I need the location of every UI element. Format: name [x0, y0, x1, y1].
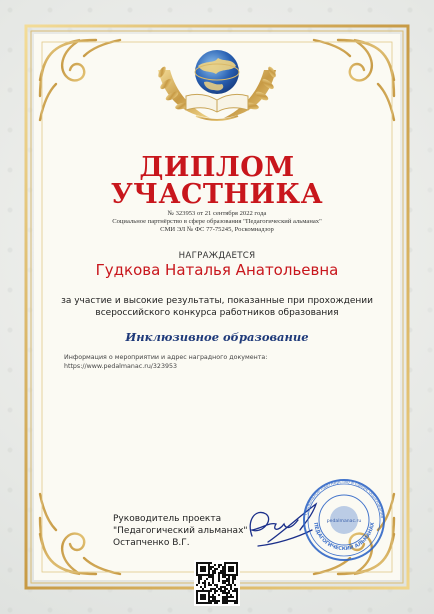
- qr-module: [206, 574, 208, 576]
- qr-module: [228, 580, 230, 582]
- qr-module: [202, 588, 204, 590]
- qr-module: [198, 576, 200, 578]
- qr-module: [200, 586, 202, 588]
- qr-module: [198, 602, 200, 604]
- qr-module: [220, 572, 222, 574]
- qr-module: [208, 600, 210, 602]
- qr-module: [214, 596, 216, 598]
- qr-module: [218, 566, 220, 568]
- qr-module: [226, 602, 228, 604]
- qr-module: [224, 580, 226, 582]
- qr-module: [212, 578, 214, 580]
- qr-module: [222, 582, 224, 584]
- signature-name: Остапченко В.Г.: [113, 538, 190, 548]
- qr-module: [218, 578, 220, 580]
- qr-module: [202, 562, 204, 564]
- qr-module: [202, 590, 204, 592]
- qr-module: [214, 588, 216, 590]
- qr-module: [222, 572, 224, 574]
- qr-module: [234, 590, 236, 592]
- qr-module: [200, 576, 202, 578]
- qr-module: [202, 596, 204, 598]
- qr-module: [234, 574, 236, 576]
- qr-module: [208, 562, 210, 564]
- qr-module: [222, 600, 224, 602]
- qr-module: [210, 568, 212, 570]
- qr-module: [204, 602, 206, 604]
- qr-module: [200, 578, 202, 580]
- qr-module: [222, 566, 224, 568]
- seal-outer-text: Социальное партнёрство в сфере образования: [304, 479, 384, 519]
- qr-module: [198, 578, 200, 580]
- qr-module: [226, 562, 228, 564]
- qr-module: [204, 586, 206, 588]
- qr-module: [204, 562, 206, 564]
- qr-module: [222, 596, 224, 598]
- qr-module: [202, 598, 204, 600]
- qr-module: [226, 578, 228, 580]
- qr-module: [196, 596, 198, 598]
- qr-module: [236, 572, 238, 574]
- qr-module: [214, 600, 216, 602]
- qr-module: [232, 574, 234, 576]
- qr-module: [212, 588, 214, 590]
- qr-module: [200, 568, 202, 570]
- qr-module: [214, 590, 216, 592]
- qr-module: [196, 600, 198, 602]
- qr-module: [212, 574, 214, 576]
- qr-module: [210, 562, 212, 564]
- qr-module: [236, 600, 238, 602]
- qr-module: [224, 592, 226, 594]
- qr-code: [194, 560, 240, 606]
- qr-module: [234, 576, 236, 578]
- info-label: Информация о мероприятии и адрес наградного документа:: [64, 354, 268, 361]
- qr-module: [204, 570, 206, 572]
- qr-module: [204, 594, 206, 596]
- qr-module: [214, 584, 216, 586]
- qr-module: [204, 566, 206, 568]
- qr-module: [228, 576, 230, 578]
- qr-module: [228, 574, 230, 576]
- qr-module: [196, 570, 198, 572]
- qr-module: [216, 600, 218, 602]
- qr-module: [202, 570, 204, 572]
- qr-module: [212, 580, 214, 582]
- qr-module: [210, 600, 212, 602]
- qr-module: [216, 590, 218, 592]
- qr-module: [196, 590, 198, 592]
- qr-module: [208, 582, 210, 584]
- qr-module: [196, 574, 198, 576]
- qr-module: [222, 574, 224, 576]
- qr-module: [198, 590, 200, 592]
- qr-module: [224, 600, 226, 602]
- diploma-title-line1: ДИПЛОМ: [139, 152, 295, 183]
- qr-module: [204, 574, 206, 576]
- qr-module: [222, 570, 224, 572]
- document-number: № 323953 от 21 сентября 2022 года: [167, 210, 267, 217]
- qr-module: [200, 570, 202, 572]
- qr-module: [236, 590, 238, 592]
- qr-module: [218, 588, 220, 590]
- qr-module: [232, 596, 234, 598]
- qr-module: [232, 590, 234, 592]
- qr-module: [224, 566, 226, 568]
- qr-module: [222, 590, 224, 592]
- qr-module: [216, 586, 218, 588]
- qr-module: [236, 568, 238, 570]
- qr-module: [208, 576, 210, 578]
- qr-module: [226, 594, 228, 596]
- qr-module: [204, 598, 206, 600]
- qr-module: [230, 596, 232, 598]
- qr-module: [228, 578, 230, 580]
- qr-module: [232, 562, 234, 564]
- qr-module: [224, 564, 226, 566]
- qr-module: [236, 562, 238, 564]
- competition-name: Инклюзивное образование: [125, 330, 309, 344]
- qr-module: [224, 572, 226, 574]
- qr-module: [222, 568, 224, 570]
- qr-module: [224, 586, 226, 588]
- qr-module: [222, 592, 224, 594]
- qr-module: [200, 594, 202, 596]
- qr-module: [218, 572, 220, 574]
- qr-module: [224, 562, 226, 564]
- signature-role: Руководитель проекта: [113, 514, 222, 524]
- qr-module: [208, 566, 210, 568]
- qr-module: [224, 598, 226, 600]
- qr-module: [222, 576, 224, 578]
- qr-module: [224, 588, 226, 590]
- qr-module: [206, 578, 208, 580]
- qr-module: [228, 566, 230, 568]
- qr-module: [230, 600, 232, 602]
- qr-module: [212, 594, 214, 596]
- qr-module: [226, 580, 228, 582]
- qr-module: [222, 602, 224, 604]
- qr-module: [202, 594, 204, 596]
- qr-module: [216, 602, 218, 604]
- qr-module: [226, 574, 228, 576]
- qr-module: [232, 576, 234, 578]
- qr-module: [212, 576, 214, 578]
- qr-module: [234, 600, 236, 602]
- qr-module: [232, 582, 234, 584]
- qr-module: [236, 566, 238, 568]
- qr-module: [232, 578, 234, 580]
- signature-project: "Педагогический альманах": [113, 526, 248, 536]
- qr-module: [202, 582, 204, 584]
- qr-module: [224, 574, 226, 576]
- qr-module: [198, 562, 200, 564]
- qr-module: [224, 570, 226, 572]
- qr-module: [204, 580, 206, 582]
- qr-module: [214, 570, 216, 572]
- qr-module: [236, 588, 238, 590]
- qr-module: [196, 572, 198, 574]
- qr-module: [206, 602, 208, 604]
- qr-module: [236, 598, 238, 600]
- qr-module: [228, 592, 230, 594]
- qr-module: [202, 568, 204, 570]
- qr-module: [236, 564, 238, 566]
- qr-module: [230, 588, 232, 590]
- qr-module: [224, 596, 226, 598]
- qr-module: [232, 566, 234, 568]
- qr-module: [230, 566, 232, 568]
- qr-module: [218, 564, 220, 566]
- qr-module: [236, 602, 238, 604]
- qr-module: [218, 576, 220, 578]
- qr-module: [226, 596, 228, 598]
- qr-module: [236, 596, 238, 598]
- qr-module: [208, 584, 210, 586]
- qr-module: [234, 584, 236, 586]
- qr-module: [196, 602, 198, 604]
- recipient-name: Гудкова Наталья Анатольевна: [95, 261, 339, 279]
- qr-module: [210, 584, 212, 586]
- seal-stamp: [303, 480, 384, 560]
- awarded-label: НАГРАЖДАЕТСЯ: [178, 251, 256, 261]
- qr-module: [198, 580, 200, 582]
- qr-module: [232, 580, 234, 582]
- qr-module: [208, 570, 210, 572]
- qr-module: [228, 568, 230, 570]
- qr-module: [226, 588, 228, 590]
- info-url[interactable]: https://www.pedalmanac.ru/323953: [64, 363, 177, 370]
- qr-module: [226, 600, 228, 602]
- partnership-line: Социальное партнёрство в сфере образования "Педагогический альманах": [112, 218, 322, 225]
- qr-module: [218, 594, 220, 596]
- qr-module: [212, 582, 214, 584]
- qr-module: [208, 568, 210, 570]
- qr-module: [208, 596, 210, 598]
- qr-module: [230, 586, 232, 588]
- qr-module: [200, 562, 202, 564]
- qr-module: [228, 582, 230, 584]
- diploma-title-line2: УЧАСТНИКА: [110, 179, 324, 210]
- qr-module: [202, 574, 204, 576]
- qr-module: [234, 578, 236, 580]
- qr-module: [224, 602, 226, 604]
- qr-module: [220, 570, 222, 572]
- qr-module: [208, 564, 210, 566]
- qr-module: [202, 566, 204, 568]
- qr-module: [220, 590, 222, 592]
- qr-module: [208, 594, 210, 596]
- qr-module: [200, 574, 202, 576]
- media-registration: СМИ ЭЛ № ФС 77-75245, Роскомнадзор: [160, 226, 274, 233]
- qr-module: [204, 590, 206, 592]
- qr-module: [210, 574, 212, 576]
- qr-module: [214, 572, 216, 574]
- qr-module: [232, 568, 234, 570]
- qr-module: [228, 584, 230, 586]
- qr-module: [230, 594, 232, 596]
- qr-module: [226, 584, 228, 586]
- qr-module: [206, 562, 208, 564]
- qr-module: [228, 590, 230, 592]
- qr-module: [230, 570, 232, 572]
- qr-module: [222, 580, 224, 582]
- qr-module: [204, 582, 206, 584]
- qr-module: [210, 602, 212, 604]
- qr-module: [220, 564, 222, 566]
- qr-module: [210, 566, 212, 568]
- qr-module: [202, 602, 204, 604]
- qr-module: [212, 598, 214, 600]
- qr-module: [234, 562, 236, 564]
- qr-module: [196, 584, 198, 586]
- qr-module: [210, 596, 212, 598]
- qr-module: [196, 598, 198, 600]
- qr-module: [208, 572, 210, 574]
- qr-module: [214, 592, 216, 594]
- qr-module: [218, 600, 220, 602]
- qr-module: [200, 598, 202, 600]
- qr-module: [200, 602, 202, 604]
- qr-module: [228, 600, 230, 602]
- qr-module: [236, 592, 238, 594]
- qr-module: [226, 598, 228, 600]
- qr-module: [210, 588, 212, 590]
- seal-inner-text: ПЕДАГОГИЧЕСКИЙ АЛЬМАНАХ: [312, 521, 376, 553]
- qr-module: [200, 596, 202, 598]
- qr-module: [200, 566, 202, 568]
- qr-module: [226, 592, 228, 594]
- qr-module: [230, 568, 232, 570]
- qr-module: [228, 570, 230, 572]
- qr-module: [220, 586, 222, 588]
- qr-module: [208, 590, 210, 592]
- qr-module: [216, 584, 218, 586]
- qr-module: [224, 568, 226, 570]
- qr-module: [232, 600, 234, 602]
- reason-line2: всероссийского конкурса работников образования: [95, 308, 339, 318]
- qr-module: [196, 592, 198, 594]
- qr-module: [212, 566, 214, 568]
- qr-module: [212, 572, 214, 574]
- qr-module: [214, 568, 216, 570]
- qr-module: [222, 598, 224, 600]
- qr-module: [208, 592, 210, 594]
- qr-module: [234, 588, 236, 590]
- qr-module: [224, 582, 226, 584]
- qr-module: [236, 570, 238, 572]
- qr-module: [218, 574, 220, 576]
- qr-module: [236, 594, 238, 596]
- qr-module: [208, 574, 210, 576]
- qr-module: [204, 568, 206, 570]
- qr-module: [206, 590, 208, 592]
- qr-module: [210, 590, 212, 592]
- qr-module: [196, 562, 198, 564]
- qr-module: [224, 590, 226, 592]
- qr-module: [198, 582, 200, 584]
- qr-module: [234, 602, 236, 604]
- qr-module: [208, 602, 210, 604]
- qr-module: [208, 598, 210, 600]
- qr-module: [216, 568, 218, 570]
- qr-module: [218, 580, 220, 582]
- qr-module: [212, 596, 214, 598]
- qr-module: [214, 598, 216, 600]
- qr-module: [224, 576, 226, 578]
- qr-module: [204, 596, 206, 598]
- qr-module: [220, 588, 222, 590]
- qr-module: [230, 574, 232, 576]
- qr-module: [232, 570, 234, 572]
- qr-module: [196, 594, 198, 596]
- qr-module: [212, 570, 214, 572]
- qr-module: [228, 562, 230, 564]
- seal-center-text: pedalmanac.ru: [326, 519, 362, 524]
- qr-module: [200, 590, 202, 592]
- qr-module: [228, 596, 230, 598]
- qr-module: [204, 584, 206, 586]
- qr-module: [214, 602, 216, 604]
- qr-module: [212, 600, 214, 602]
- qr-module: [196, 564, 198, 566]
- qr-module: [214, 564, 216, 566]
- qr-module: [230, 584, 232, 586]
- qr-module: [230, 562, 232, 564]
- qr-module: [198, 574, 200, 576]
- reason-line1: за участие и высокие результаты, показанные при прохождении: [61, 296, 373, 306]
- qr-module: [196, 566, 198, 568]
- qr-module: [236, 574, 238, 576]
- qr-module: [210, 576, 212, 578]
- qr-module: [222, 586, 224, 588]
- qr-module: [196, 568, 198, 570]
